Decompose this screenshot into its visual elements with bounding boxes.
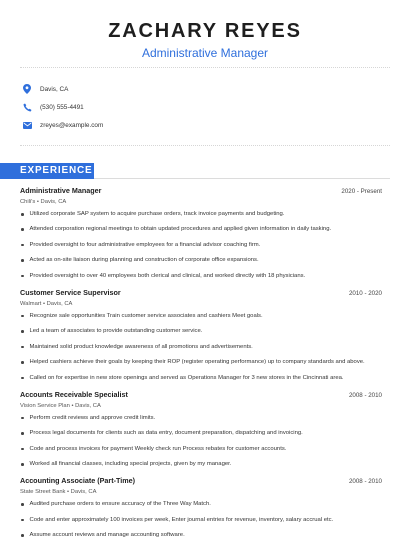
job-bullet-text: Led a team of associates to provide outstanding customer service. bbox=[29, 328, 203, 335]
job-header bbox=[20, 186, 382, 197]
bullet-dot-icon bbox=[21, 259, 24, 262]
job-bullet-text: Utilized corporate SAP system to acquire purchase orders, track invoice payments and budgeting. bbox=[29, 211, 285, 217]
job-bullet-text: Process legal documents for clients such as data entry, document preparation, dispatching and invoicing. bbox=[29, 430, 303, 437]
bullet-dot-icon bbox=[21, 432, 24, 435]
job-dates: 2008 - 2010 bbox=[348, 478, 382, 486]
contact-email-text: zreyes@example.com bbox=[40, 121, 104, 129]
job-bullet bbox=[20, 240, 382, 255]
experience-heading: EXPERIENCE bbox=[0, 163, 94, 179]
job-bullet bbox=[20, 311, 382, 326]
contact-location bbox=[20, 80, 390, 98]
job-dates: 2020 - Present bbox=[341, 188, 382, 195]
bullet-dot-icon bbox=[21, 346, 24, 349]
bullet-dot-icon bbox=[21, 315, 24, 318]
job-bullet bbox=[20, 357, 382, 372]
job-bullet-text: Recognize sale opportunities Train customer service associates and cashiers Meet goals. bbox=[29, 312, 263, 319]
job-header bbox=[20, 288, 382, 299]
job-bullet-text: Called on for expertise in new store openings and served as Operations Manager for 3 new stores in the Cincinnati area. bbox=[29, 374, 344, 381]
job-entry bbox=[20, 288, 382, 388]
job-bullet-text: Assume account reviews and manage accounting software. bbox=[29, 532, 185, 539]
bullet-dot-icon bbox=[21, 377, 24, 380]
job-company: State Street Bank • Davis, CA bbox=[20, 489, 97, 496]
job-bullets bbox=[20, 413, 382, 475]
job-bullet-text: Acted as on-site liaison during planning and construction of corporate office expansions. bbox=[29, 257, 259, 264]
job-header bbox=[20, 390, 382, 401]
contact-phone-text: (530) 555-4491 bbox=[40, 103, 84, 111]
job-bullet-text: Perform credit reviews and approve credit limits. bbox=[29, 414, 156, 421]
job-bullet bbox=[20, 255, 382, 270]
candidate-name: ZACHARY REYES bbox=[108, 20, 302, 42]
contact-divider bbox=[20, 145, 390, 146]
job-bullet-text: Code and enter approximately 100 invoices per week, Enter journal entries for revenue, inventory, salary accrual etc. bbox=[29, 516, 334, 523]
job-company: Vision Service Plan • Davis, CA bbox=[20, 402, 101, 409]
job-entry bbox=[20, 476, 382, 545]
job-bullet-text: Provided oversight to over 40 employees both clerical and clinical, and worked directly with 18 physicians. bbox=[29, 272, 306, 279]
job-bullets bbox=[20, 499, 382, 545]
job-dates: 2008 - 2010 bbox=[348, 391, 382, 399]
bullet-dot-icon bbox=[21, 463, 24, 466]
job-bullet-text: Worked all financial classes, including special projects, given by my manager. bbox=[29, 461, 232, 468]
job-bullet-text: Provided oversight to four administrative employees for a financial advisor coaching firm. bbox=[29, 241, 261, 248]
bullet-dot-icon bbox=[21, 244, 24, 247]
job-title: Accounting Associate (Part-Time) bbox=[20, 476, 136, 486]
contact-list bbox=[20, 80, 390, 134]
bullet-dot-icon bbox=[21, 275, 24, 278]
job-bullets bbox=[20, 311, 382, 388]
job-entry bbox=[20, 186, 382, 286]
bullet-dot-icon bbox=[21, 213, 24, 216]
bullet-dot-icon bbox=[21, 417, 24, 420]
email-icon bbox=[22, 120, 32, 130]
job-bullet bbox=[20, 459, 382, 474]
experience-rule bbox=[94, 178, 390, 179]
job-bullet bbox=[20, 515, 382, 530]
job-bullet bbox=[20, 271, 382, 286]
job-bullet bbox=[20, 373, 382, 388]
bullet-dot-icon bbox=[21, 534, 24, 537]
bullet-dot-icon bbox=[21, 519, 24, 522]
contact-location-text: Davis, CA bbox=[40, 85, 69, 93]
bullet-dot-icon bbox=[21, 503, 24, 506]
job-bullet bbox=[20, 530, 382, 545]
job-bullet bbox=[20, 224, 382, 239]
job-bullet-text: Helped cashiers achieve their goals by keeping their ROP (register operating performance) up to company standards and above. bbox=[29, 359, 365, 366]
contact-email bbox=[20, 116, 390, 134]
contact-phone bbox=[20, 98, 390, 116]
candidate-role: Administrative Manager bbox=[141, 46, 269, 60]
job-title: Accounts Receivable Specialist bbox=[20, 389, 128, 399]
job-bullet bbox=[20, 326, 382, 341]
job-entry bbox=[20, 390, 382, 475]
job-bullet bbox=[20, 499, 382, 514]
resume-header bbox=[0, 0, 410, 60]
job-bullet-text: Attended corporation regional meetings to obtain updated procedures and applied given information in daily tasking. bbox=[29, 226, 332, 233]
job-bullets bbox=[20, 209, 382, 286]
job-header bbox=[20, 476, 382, 487]
bullet-dot-icon bbox=[21, 361, 24, 364]
location-pin-icon bbox=[22, 84, 32, 94]
job-bullet bbox=[20, 428, 382, 443]
job-bullet-text: Maintained solid product knowledge awareness of all promotions and advertisements. bbox=[29, 343, 253, 350]
experience-list bbox=[20, 186, 382, 548]
job-bullet bbox=[20, 444, 382, 459]
job-title: Customer Service Supervisor bbox=[20, 287, 121, 297]
bullet-dot-icon bbox=[21, 448, 24, 451]
job-bullet bbox=[20, 413, 382, 428]
bullet-dot-icon bbox=[21, 228, 24, 231]
header-divider bbox=[20, 67, 390, 68]
job-bullet bbox=[20, 342, 382, 357]
job-company: Chili's • Davis, CA bbox=[20, 199, 67, 205]
job-bullet bbox=[20, 209, 382, 224]
phone-icon bbox=[22, 102, 32, 112]
job-bullet-text: Code and process invoices for payment Weekly check run Process rebates for customer accounts. bbox=[29, 445, 287, 452]
bullet-dot-icon bbox=[21, 330, 24, 333]
job-company: Walmart • Davis, CA bbox=[20, 300, 73, 307]
job-dates: 2010 - 2020 bbox=[348, 289, 382, 297]
job-title: Administrative Manager bbox=[20, 186, 102, 195]
job-bullet-text: Audited purchase orders to ensure accuracy of the Three Way Match. bbox=[29, 501, 211, 508]
